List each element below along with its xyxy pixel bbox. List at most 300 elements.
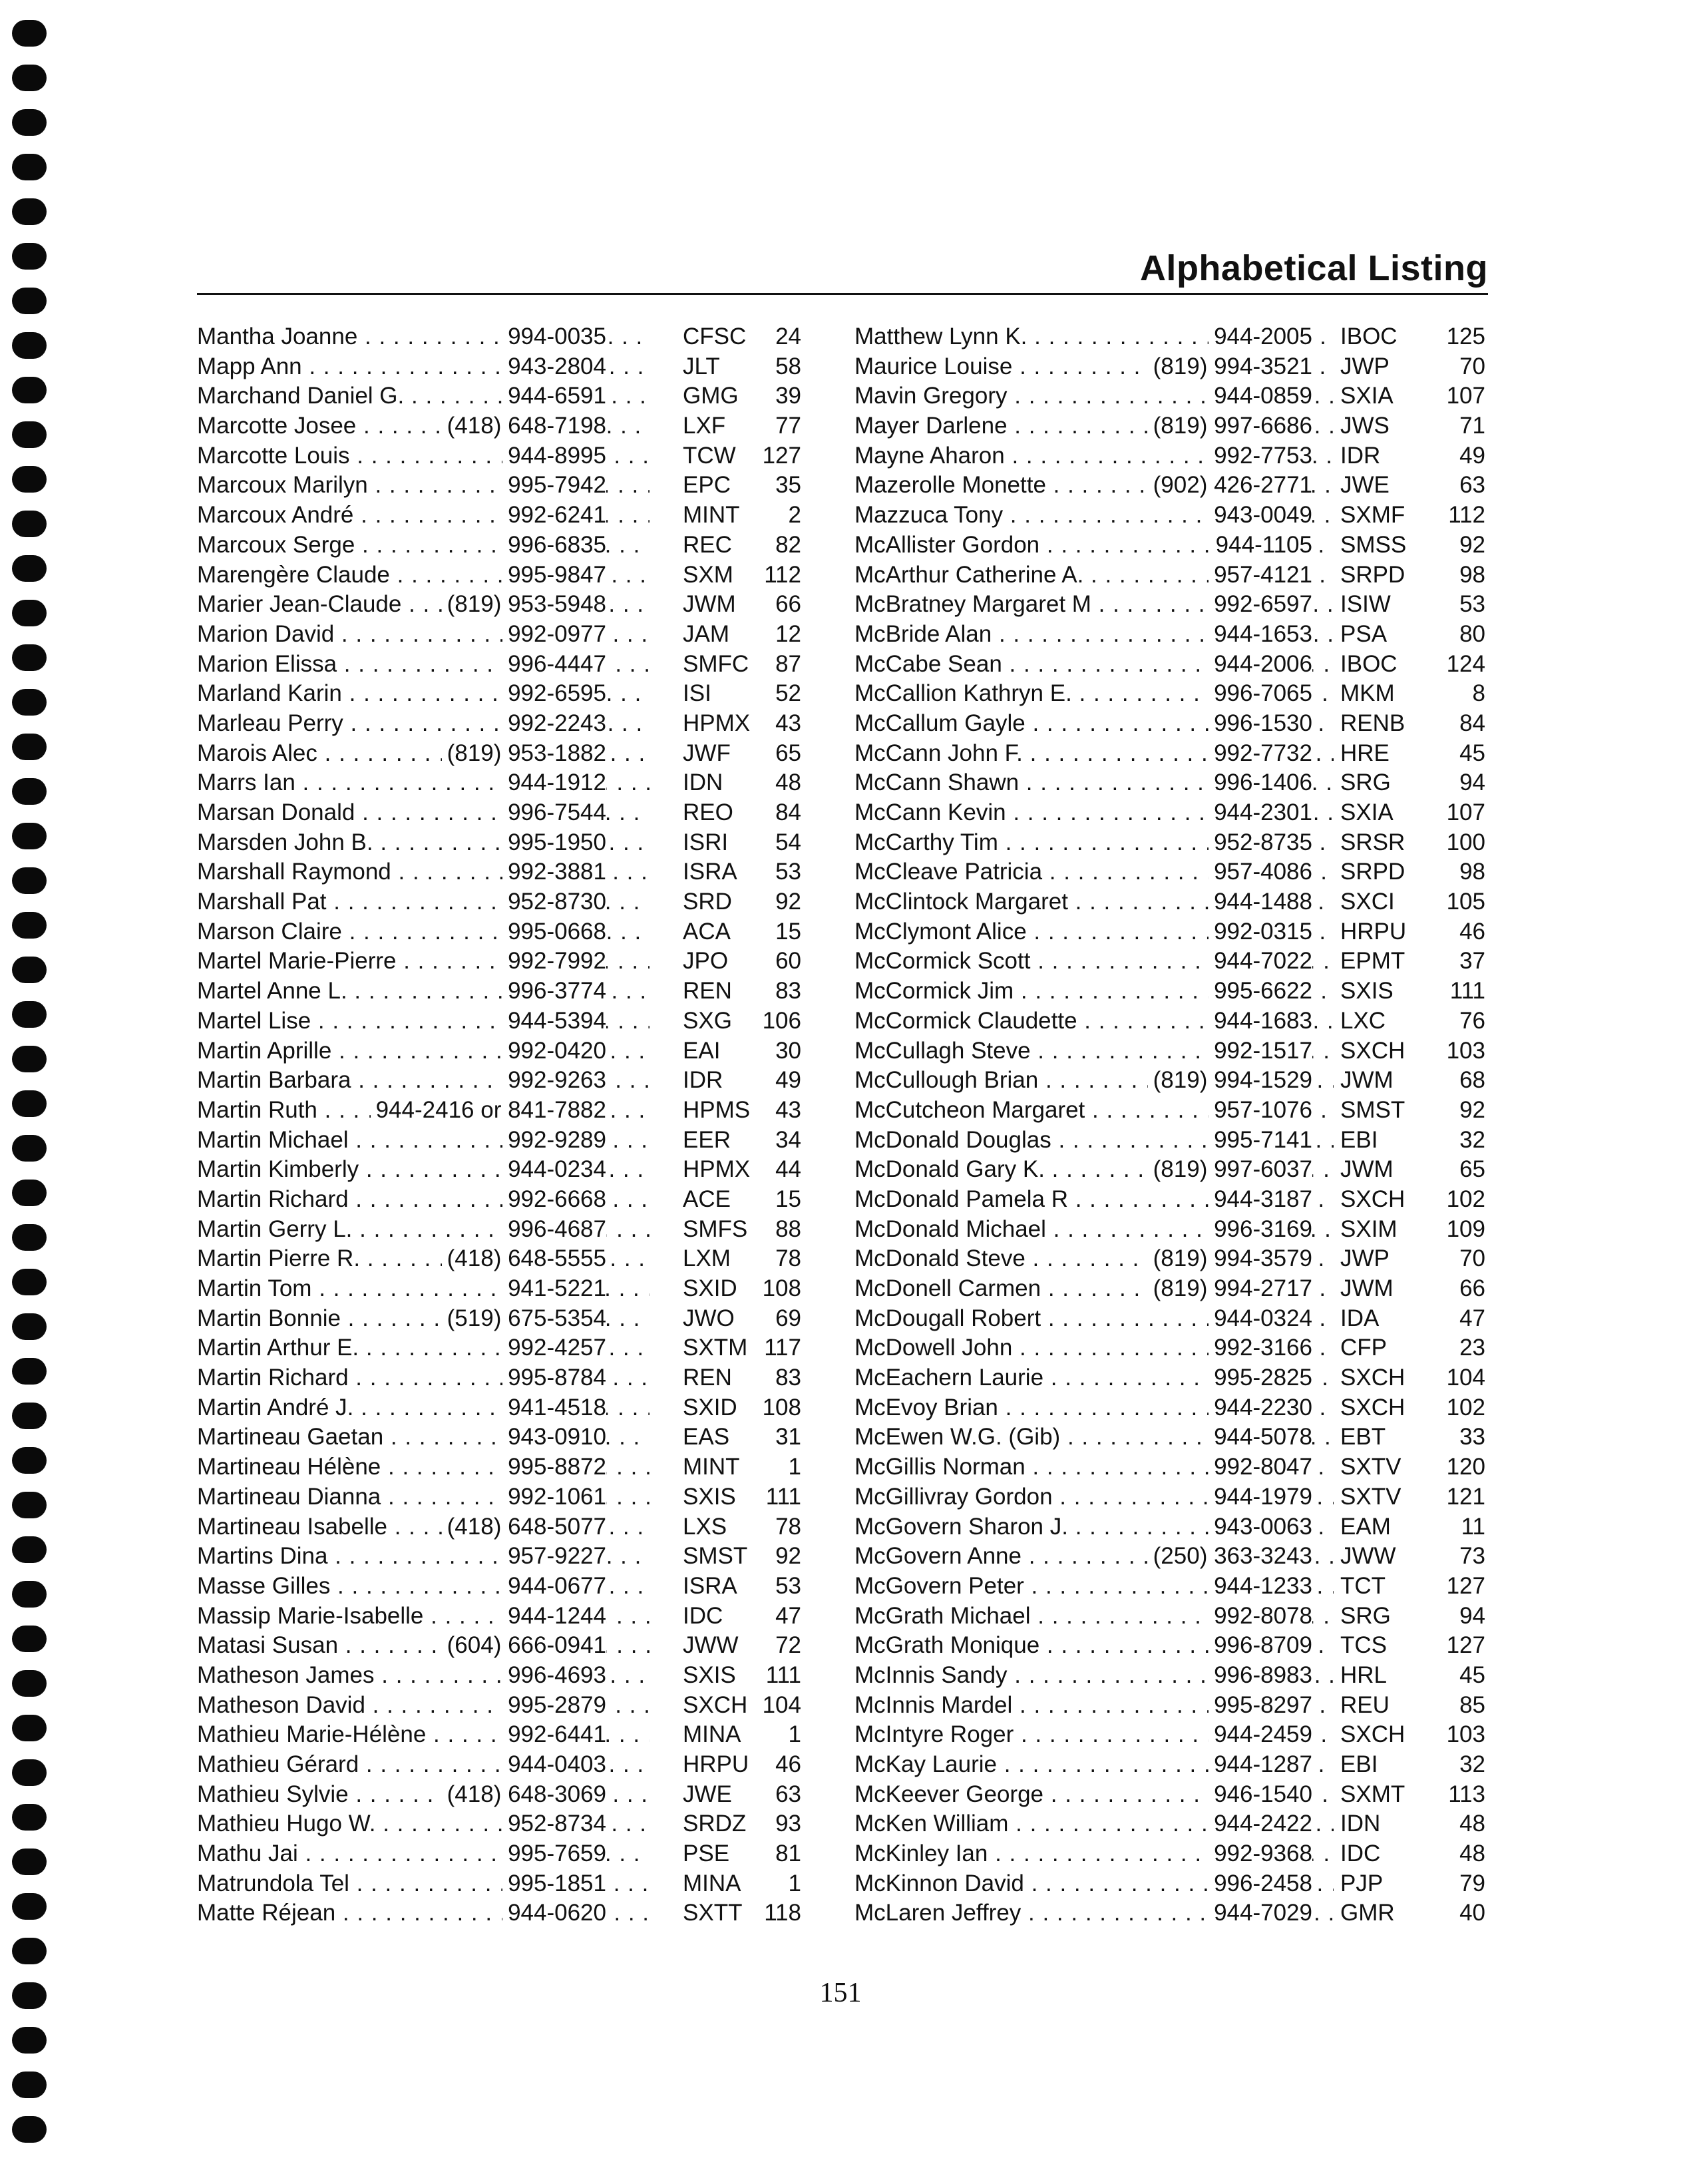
listing-page-ref: 76 bbox=[1459, 1007, 1485, 1034]
listing-code: EPC bbox=[683, 472, 731, 499]
listing-name: McCabe Sean . . . bbox=[854, 650, 1334, 680]
listing-page-ref: 127 bbox=[762, 442, 801, 469]
listing-name: McKinnon David . . . bbox=[854, 1869, 1334, 1899]
listing-page-ref: 112 bbox=[764, 561, 801, 588]
binder-hole bbox=[12, 154, 47, 180]
listing-row bbox=[854, 1155, 1493, 1185]
listing-page-ref: 104 bbox=[762, 1691, 801, 1718]
listing-name: Marcoux André . . . bbox=[197, 501, 650, 531]
listing-code: SRSR bbox=[1340, 829, 1405, 855]
listing-page-ref: 49 bbox=[1459, 442, 1485, 469]
listing-name: McEvoy Brian . . . bbox=[854, 1393, 1334, 1423]
listing-phone: 944-0324 bbox=[1209, 1304, 1312, 1334]
listing-row bbox=[197, 1244, 823, 1274]
listing-name: Marcoux Marilyn . . . bbox=[197, 471, 650, 501]
listing-code: MINA bbox=[683, 1721, 741, 1748]
listing-name: Marier Jean-Claude . . . bbox=[197, 590, 650, 620]
listing-row bbox=[854, 1898, 1493, 1928]
listing-code: HRL bbox=[1340, 1661, 1388, 1688]
listing-page-ref: 34 bbox=[775, 1126, 801, 1153]
listing-code: SXID bbox=[683, 1275, 737, 1301]
listing-code: JWW bbox=[1340, 1543, 1396, 1570]
listing-row bbox=[854, 1839, 1493, 1869]
listing-name: Marleau Perry . . . bbox=[197, 709, 650, 739]
listing-row bbox=[854, 768, 1493, 798]
listing-row bbox=[197, 1839, 823, 1869]
listing-row bbox=[197, 1066, 823, 1096]
listing-phone: 996-4687 bbox=[502, 1215, 606, 1245]
listing-phone: 944-2459 bbox=[1209, 1720, 1312, 1750]
binder-hole bbox=[12, 288, 47, 314]
listing-code: SXIA bbox=[1340, 799, 1394, 825]
listing-page-ref: 48 bbox=[775, 769, 801, 796]
listing-name: McDonald Douglas . . . bbox=[854, 1126, 1334, 1156]
listing-code: SXG bbox=[683, 1007, 732, 1034]
binder-hole bbox=[12, 198, 47, 225]
listing-row bbox=[854, 1542, 1493, 1572]
listing-phone: 995-8784 bbox=[502, 1363, 606, 1393]
binder-hole bbox=[12, 332, 47, 359]
binder-hole bbox=[12, 1849, 47, 1875]
listing-row bbox=[197, 650, 823, 680]
listing-row bbox=[197, 471, 823, 501]
listing-page-ref: 92 bbox=[1459, 531, 1485, 558]
listing-row bbox=[197, 1482, 823, 1512]
listing-page-ref: 43 bbox=[775, 1096, 801, 1123]
listing-phone: 952-8735 bbox=[1209, 828, 1312, 858]
listing-row bbox=[854, 1602, 1493, 1632]
listing-name: Mapp Ann . . . bbox=[197, 352, 650, 382]
listing-row bbox=[197, 857, 823, 887]
listing-code: MINT bbox=[683, 502, 740, 529]
listing-page-ref: 103 bbox=[1446, 1721, 1485, 1748]
listing-code: IDR bbox=[683, 1067, 723, 1094]
listing-row bbox=[854, 679, 1493, 709]
listing-name: McCullagh Steve . . . bbox=[854, 1036, 1334, 1066]
binder-hole bbox=[12, 867, 47, 894]
listing-code: SMST bbox=[1340, 1096, 1405, 1123]
listing-phone: 996-8709 bbox=[1209, 1631, 1312, 1661]
listing-phone: 995-9847 bbox=[502, 560, 606, 590]
listing-code: JWM bbox=[683, 591, 736, 618]
binder-hole bbox=[12, 511, 47, 537]
listing-name: McDonald Michael . . . bbox=[854, 1215, 1334, 1245]
listing-name: Mathu Jai . . . bbox=[197, 1839, 650, 1869]
listing-code: SXIS bbox=[1340, 978, 1394, 1004]
binder-hole bbox=[12, 1938, 47, 1964]
listing-code: EPMT bbox=[1340, 948, 1405, 975]
listing-name: Matthew Lynn K. . . . bbox=[854, 322, 1334, 352]
listing-phone: 992-8078 bbox=[1209, 1602, 1312, 1632]
listing-row bbox=[854, 590, 1493, 620]
listing-phone: (902) 426-2771 bbox=[1148, 471, 1312, 501]
listing-phone: (819) 953-5948 bbox=[442, 590, 606, 620]
listing-name: McDonell Carmen . . . bbox=[854, 1274, 1334, 1304]
listing-phone: 944-1287 bbox=[1209, 1750, 1312, 1780]
listing-row bbox=[854, 947, 1493, 977]
listing-row bbox=[854, 1452, 1493, 1482]
listing-page-ref: 111 bbox=[765, 1661, 801, 1688]
listing-phone: 944-7029 bbox=[1209, 1898, 1312, 1928]
listing-row bbox=[197, 1096, 823, 1126]
listing-name: Martin Arthur E. . . . bbox=[197, 1333, 650, 1363]
listing-phone: (819) 997-6037 bbox=[1148, 1155, 1312, 1185]
listing-page-ref: 107 bbox=[1446, 383, 1485, 409]
listing-name: McInnis Mardel . . . bbox=[854, 1691, 1334, 1721]
listing-code: HRPU bbox=[1340, 918, 1407, 945]
listing-phone: (819) 994-1529 bbox=[1148, 1066, 1312, 1096]
listing-phone: 995-6622 bbox=[1209, 977, 1312, 1006]
binder-hole bbox=[12, 1269, 47, 1295]
listing-page-ref: 45 bbox=[1459, 1661, 1485, 1688]
listing-page-ref: 45 bbox=[1459, 740, 1485, 766]
listing-page-ref: 68 bbox=[1459, 1067, 1485, 1094]
listing-phone: 944-2301 bbox=[1209, 798, 1312, 828]
binder-hole bbox=[12, 1447, 47, 1474]
listing-row bbox=[197, 620, 823, 650]
binder-hole bbox=[12, 1536, 47, 1563]
listing-code: JWO bbox=[683, 1305, 735, 1331]
listing-phone: 996-4693 bbox=[502, 1661, 606, 1691]
listing-code: ISRA bbox=[683, 859, 737, 885]
listing-page-ref: 47 bbox=[1459, 1305, 1485, 1331]
listing-code: LXF bbox=[683, 413, 726, 439]
listing-row bbox=[197, 828, 823, 858]
listing-name: McArthur Catherine A. . . . bbox=[854, 560, 1334, 590]
listing-page-ref: 102 bbox=[1446, 1186, 1485, 1212]
listing-code: IDA bbox=[1340, 1305, 1380, 1331]
listing-row bbox=[854, 381, 1493, 411]
listing-code: IDN bbox=[683, 769, 723, 796]
listing-name: Martel Anne L. . . . bbox=[197, 977, 650, 1006]
listing-page-ref: 70 bbox=[1459, 1245, 1485, 1272]
listing-phone: 944-1244 bbox=[502, 1602, 606, 1632]
listing-name: Mathieu Sylvie . . . bbox=[197, 1780, 650, 1810]
listing-phone: 996-7544 bbox=[502, 798, 606, 828]
listing-row bbox=[197, 1304, 823, 1334]
listing-code: JWF bbox=[683, 740, 731, 766]
listing-code: SRD bbox=[683, 889, 732, 915]
listing-name: McCormick Jim . . . bbox=[854, 977, 1334, 1006]
listing-code: TCT bbox=[1340, 1572, 1386, 1599]
listing-name: McGovern Peter . . . bbox=[854, 1572, 1334, 1602]
listing-phone: 995-8297 bbox=[1209, 1691, 1312, 1721]
listing-page-ref: 108 bbox=[762, 1275, 801, 1301]
listing-name: McInnis Sandy . . . bbox=[854, 1661, 1334, 1691]
listing-name: Martin Gerry L. . . . bbox=[197, 1215, 650, 1245]
listing-row bbox=[854, 441, 1493, 471]
listing-name: Martin Ruth . . . bbox=[197, 1096, 650, 1126]
listing-page-ref: 87 bbox=[775, 650, 801, 677]
listing-page-ref: 48 bbox=[1459, 1811, 1485, 1837]
listing-phone: 944-2230 bbox=[1209, 1393, 1312, 1423]
listing-row bbox=[854, 411, 1493, 441]
listing-code: HPMS bbox=[683, 1096, 751, 1123]
listing-phone: 943-0049 bbox=[1209, 501, 1312, 531]
listing-row bbox=[197, 1393, 823, 1423]
listing-code: SXCH bbox=[1340, 1394, 1405, 1420]
listing-name: Marsden John B. . . . bbox=[197, 828, 650, 858]
listing-phone: (819) 953-1882 bbox=[442, 739, 606, 769]
listing-code: JWP bbox=[1340, 1245, 1390, 1272]
listing-phone: 996-7065 bbox=[1209, 679, 1312, 709]
listing-phone: 944-1653 bbox=[1209, 620, 1312, 650]
listing-phone: 995-1950 bbox=[502, 828, 606, 858]
listing-row bbox=[197, 1750, 823, 1780]
listing-row bbox=[854, 322, 1493, 352]
listing-code: EBI bbox=[1340, 1751, 1378, 1777]
listing-page-ref: 78 bbox=[775, 1245, 801, 1272]
listing-name: Mathieu Gérard . . . bbox=[197, 1750, 650, 1780]
listing-name: Mayer Darlene . . . bbox=[854, 411, 1334, 441]
listing-page-ref: 47 bbox=[775, 1602, 801, 1629]
listing-phone: (604) 666-0941 bbox=[442, 1631, 606, 1661]
listing-name: McBride Alan . . . bbox=[854, 620, 1334, 650]
listing-page-ref: 24 bbox=[775, 324, 801, 349]
listing-name: Marcoux Serge . . . bbox=[197, 531, 650, 560]
listing-row bbox=[197, 352, 823, 382]
listing-page-ref: 124 bbox=[1446, 650, 1485, 677]
listing-page-ref: 8 bbox=[1472, 680, 1485, 707]
listing-code: HPMX bbox=[683, 1156, 751, 1183]
listing-page-ref: 30 bbox=[775, 1037, 801, 1064]
listing-page-ref: 39 bbox=[775, 383, 801, 409]
listing-name: McDonald Gary K. . . . bbox=[854, 1155, 1334, 1185]
listing-phone: 944-1912 bbox=[502, 768, 606, 798]
binder-hole bbox=[12, 734, 47, 760]
listing-name: Martin Michael . . . bbox=[197, 1126, 650, 1156]
listing-code: REO bbox=[683, 799, 733, 825]
listing-phone: 944-0403 bbox=[502, 1750, 606, 1780]
listing-name: McGrath Michael . . . bbox=[854, 1602, 1334, 1632]
listing-page-ref: 104 bbox=[1446, 1365, 1485, 1391]
listing-name: Martin Richard . . . bbox=[197, 1363, 650, 1393]
listing-page-ref: 69 bbox=[775, 1305, 801, 1331]
binder-hole bbox=[12, 600, 47, 626]
listing-page-ref: 92 bbox=[775, 889, 801, 915]
listing-name: Martin Bonnie . . . bbox=[197, 1304, 650, 1334]
binder-hole bbox=[12, 957, 47, 983]
listing-phone: 946-1540 bbox=[1209, 1780, 1312, 1810]
listing-row bbox=[854, 1274, 1493, 1304]
listing-name: McCann Shawn . . . bbox=[854, 768, 1334, 798]
listing-phone: 992-9368 bbox=[1209, 1839, 1312, 1869]
listing-row bbox=[854, 1691, 1493, 1721]
listing-code: ISI bbox=[683, 680, 711, 707]
listing-code: SXCH bbox=[1340, 1186, 1405, 1212]
listing-row bbox=[854, 828, 1493, 858]
listing-code: JWM bbox=[1340, 1275, 1394, 1301]
listing-code: EAS bbox=[683, 1424, 730, 1450]
listing-code: JWW bbox=[683, 1632, 739, 1659]
listing-page-ref: 63 bbox=[1459, 472, 1485, 499]
listing-code: SXCH bbox=[1340, 1365, 1405, 1391]
listing-phone: 995-8872 bbox=[502, 1452, 606, 1482]
listing-code: HRE bbox=[1340, 740, 1390, 766]
listing-phone: 944-0234 bbox=[502, 1155, 606, 1185]
listing-phone: 992-7732 bbox=[1209, 739, 1312, 769]
binder-hole bbox=[12, 912, 47, 939]
listing-name: Martins Dina . . . bbox=[197, 1542, 650, 1572]
listing-name: Martin André J. . . . bbox=[197, 1393, 650, 1423]
binder-hole bbox=[12, 2072, 47, 2098]
listing-name: McCann Kevin . . . bbox=[854, 798, 1334, 828]
listing-phone: 992-1061 bbox=[502, 1482, 606, 1512]
listing-phone: (519) 675-5354 bbox=[442, 1304, 606, 1334]
listing-row bbox=[854, 1720, 1493, 1750]
listing-row bbox=[197, 709, 823, 739]
listing-page-ref: 70 bbox=[1459, 353, 1485, 379]
binder-hole bbox=[12, 1492, 47, 1518]
listing-page-ref: 1 bbox=[788, 1721, 801, 1748]
listing-code: SRPD bbox=[1340, 561, 1405, 588]
listing-phone: 944-6591 bbox=[502, 381, 606, 411]
listing-phone: 995-7659 bbox=[502, 1839, 606, 1869]
binder-hole bbox=[12, 1581, 47, 1608]
listing-code: SRG bbox=[1340, 1602, 1391, 1629]
listing-row bbox=[197, 1363, 823, 1393]
listing-code: REU bbox=[1340, 1691, 1390, 1718]
listing-phone: 992-6241 bbox=[502, 501, 606, 531]
listing-page-ref: 40 bbox=[1459, 1900, 1485, 1926]
listing-row bbox=[854, 650, 1493, 680]
listing-row bbox=[854, 471, 1493, 501]
binder-hole bbox=[12, 1090, 47, 1117]
listing-name: Mathieu Marie-Hélène . . . bbox=[197, 1720, 650, 1750]
listing-code: EBT bbox=[1340, 1424, 1386, 1450]
listing-row bbox=[854, 1631, 1493, 1661]
listing-code: REC bbox=[683, 531, 732, 558]
listing-row bbox=[197, 1542, 823, 1572]
listing-row bbox=[854, 1393, 1493, 1423]
listing-row bbox=[854, 531, 1493, 560]
listing-name: McEwen W.G. (Gib) . . . bbox=[854, 1422, 1334, 1452]
listing-code: JWE bbox=[1340, 472, 1390, 499]
binder-hole bbox=[12, 1804, 47, 1831]
listing-page-ref: 53 bbox=[775, 1572, 801, 1599]
binder-hole bbox=[12, 421, 47, 448]
listing-phone: 992-0977 bbox=[502, 620, 606, 650]
listing-code: MINA bbox=[683, 1870, 741, 1896]
listing-phone: 996-1530 bbox=[1209, 709, 1312, 739]
listing-page-ref: 125 bbox=[1446, 324, 1485, 349]
listing-name: Marshall Pat . . . bbox=[197, 887, 650, 917]
listing-row bbox=[854, 1572, 1493, 1602]
listing-name: Martel Marie-Pierre . . . bbox=[197, 947, 650, 977]
listing-phone: 943-2804 bbox=[502, 352, 606, 382]
listing-row bbox=[854, 620, 1493, 650]
listing-row bbox=[197, 590, 823, 620]
listing-row bbox=[197, 739, 823, 769]
listing-phone: (418) 648-5077 bbox=[442, 1512, 606, 1542]
listing-name: McCann John F. . . . bbox=[854, 739, 1334, 769]
listing-row bbox=[197, 947, 823, 977]
listing-name: McGillis Norman . . . bbox=[854, 1452, 1334, 1482]
listing-code: SXIS bbox=[683, 1483, 736, 1510]
listing-code: SMFS bbox=[683, 1215, 748, 1242]
listing-row bbox=[854, 1363, 1493, 1393]
listing-page-ref: 12 bbox=[775, 620, 801, 647]
listing-page-ref: 58 bbox=[775, 353, 801, 379]
listing-name: Marois Alec . . . bbox=[197, 739, 650, 769]
listing-name: Martineau Isabelle . . . bbox=[197, 1512, 650, 1542]
listing-page-ref: 43 bbox=[775, 710, 801, 736]
listing-page-ref: 120 bbox=[1446, 1454, 1485, 1480]
binder-hole bbox=[12, 1670, 47, 1697]
listing-name: McKay Laurie . . . bbox=[854, 1750, 1334, 1780]
listing-page-ref: 32 bbox=[1459, 1126, 1485, 1153]
listing-page-ref: 92 bbox=[1459, 1096, 1485, 1123]
listing-page-ref: 88 bbox=[775, 1215, 801, 1242]
listing-name: McLaren Jeffrey . . . bbox=[854, 1898, 1334, 1928]
listing-name: Martin Aprille . . . bbox=[197, 1036, 650, 1066]
listing-name: Marrs Ian . . . bbox=[197, 768, 650, 798]
listing-name: McDowell John . . . bbox=[854, 1333, 1334, 1363]
listing-phone: 996-6835 bbox=[502, 531, 606, 560]
listing-phone: 992-6668 bbox=[502, 1185, 606, 1215]
listing-code: RENB bbox=[1340, 710, 1405, 736]
listing-phone: (819) 994-2717 bbox=[1148, 1274, 1312, 1304]
listing-row bbox=[854, 501, 1493, 531]
listing-page-ref: 23 bbox=[1459, 1335, 1485, 1361]
listing-code: SMST bbox=[683, 1543, 748, 1570]
listing-name: McDougall Robert . . . bbox=[854, 1304, 1334, 1334]
listing-code: SXTV bbox=[1340, 1454, 1401, 1480]
listing-code: IDC bbox=[1340, 1841, 1381, 1867]
binder-hole bbox=[12, 1759, 47, 1786]
listing-code: SMFC bbox=[683, 650, 749, 677]
binder-holes bbox=[12, 20, 52, 2163]
page-number: 151 bbox=[819, 1978, 862, 2008]
listing-code: SXIA bbox=[1340, 383, 1394, 409]
listing-name: McGillivray Gordon . . . bbox=[854, 1482, 1334, 1512]
listing-page-ref: 65 bbox=[1459, 1156, 1485, 1183]
listing-phone: 943-0063 bbox=[1209, 1512, 1312, 1542]
listing-phone: 944-0620 bbox=[502, 1898, 606, 1928]
listing-phone: 994-0035 bbox=[502, 322, 606, 352]
listing-page-ref: 54 bbox=[775, 829, 801, 855]
listing-page-ref: 93 bbox=[775, 1811, 801, 1837]
listing-name: Maurice Louise . . . bbox=[854, 352, 1334, 382]
listing-page-ref: 78 bbox=[775, 1513, 801, 1540]
listing-phone: (418) 648-7198 bbox=[442, 411, 606, 441]
binder-hole bbox=[12, 1403, 47, 1429]
listing-name: McIntyre Roger . . . bbox=[854, 1720, 1334, 1750]
listing-row bbox=[854, 917, 1493, 947]
listing-name: Marion Elissa . . . bbox=[197, 650, 650, 680]
listing-name: McKen William . . . bbox=[854, 1809, 1334, 1839]
listing-code: GMR bbox=[1340, 1900, 1395, 1926]
page-header bbox=[197, 240, 1488, 295]
listing-row bbox=[197, 441, 823, 471]
binder-hole bbox=[12, 109, 47, 136]
listing-phone: 944-2416 or 841-7882 bbox=[371, 1096, 606, 1126]
listing-row bbox=[854, 1096, 1493, 1126]
binder-hole bbox=[12, 1001, 47, 1028]
listing-page-ref: 103 bbox=[1446, 1037, 1485, 1064]
listing-page-ref: 1 bbox=[788, 1454, 801, 1480]
listing-code: ISIW bbox=[1340, 591, 1391, 618]
listing-row bbox=[197, 1898, 823, 1928]
listing-page-ref: 53 bbox=[1459, 591, 1485, 618]
listing-row bbox=[197, 1036, 823, 1066]
listing-code: LXC bbox=[1340, 1007, 1386, 1034]
listing-name: Marland Karin . . . bbox=[197, 679, 650, 709]
binder-hole bbox=[12, 1180, 47, 1206]
listing-name: Mathieu Hugo W. . . . bbox=[197, 1809, 650, 1839]
listing-phone: 992-7992 bbox=[502, 947, 606, 977]
listing-phone: 992-9289 bbox=[502, 1126, 606, 1156]
